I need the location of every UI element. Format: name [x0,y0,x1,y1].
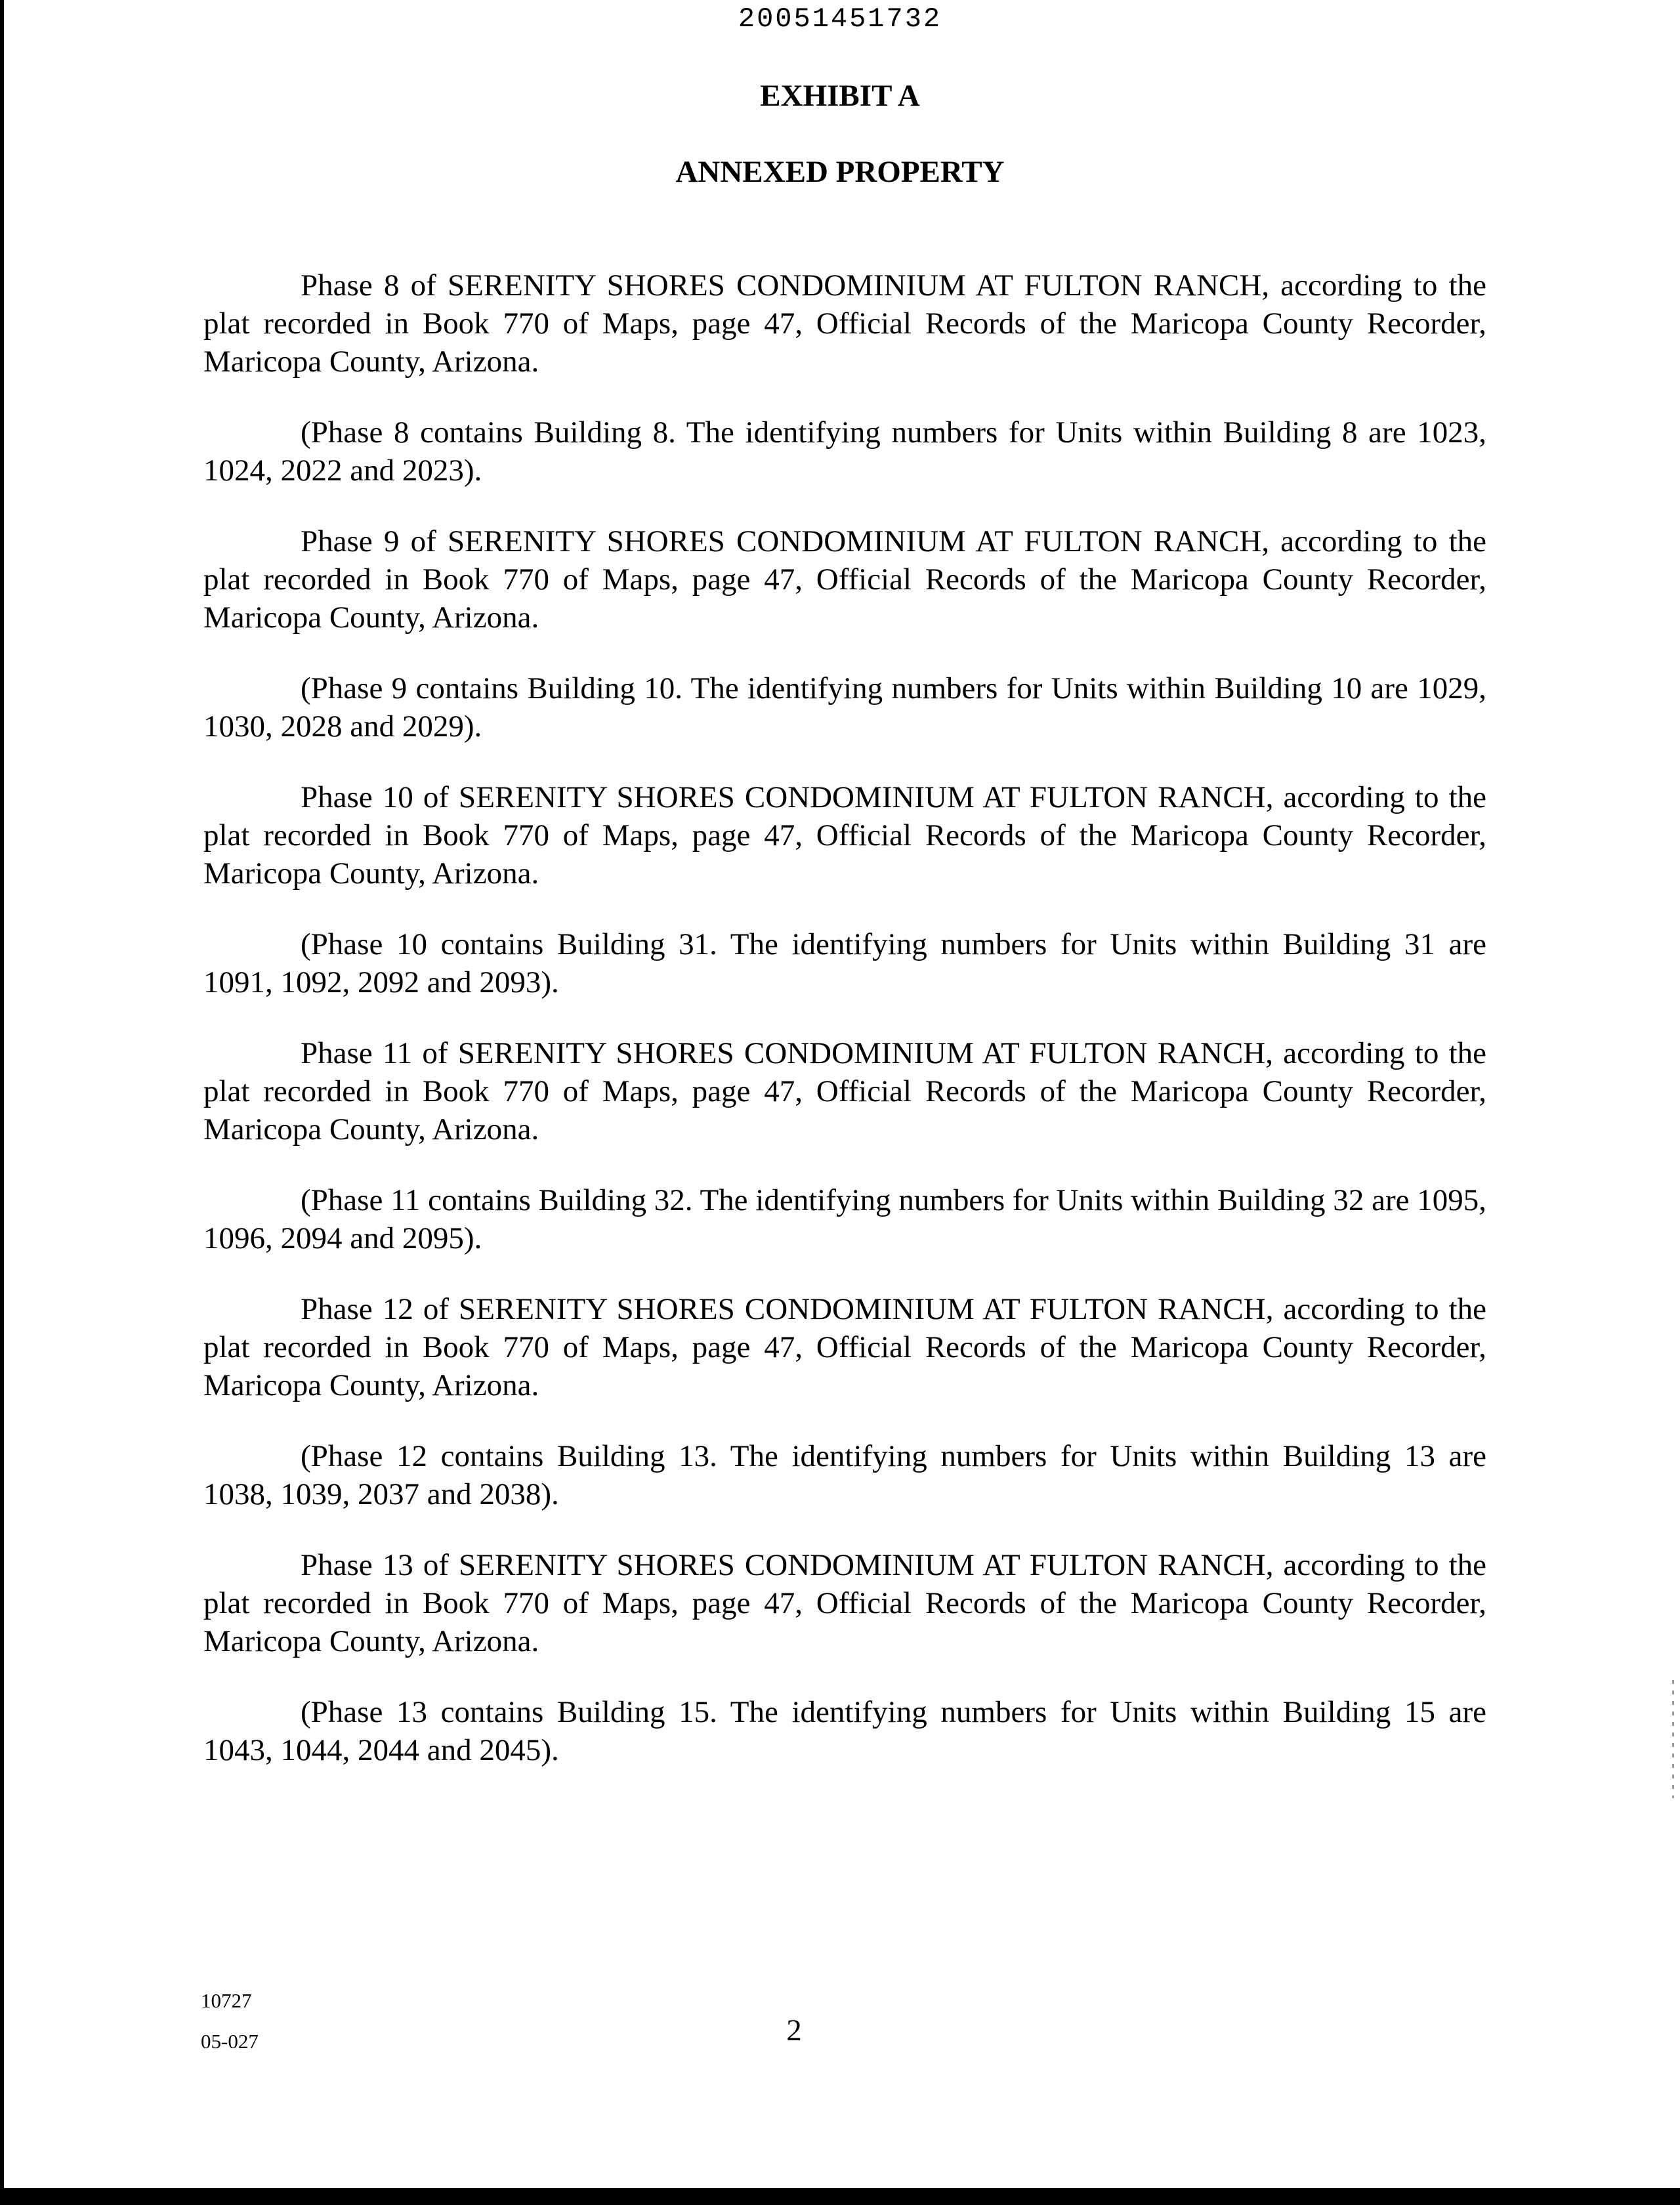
phase-13-units-note: (Phase 13 contains Building 15. The identifying numbers for Units within Building 15 are 1043, 1044, 2044 and 2045). [203,1695,1486,1767]
document-body [203,266,1486,1802]
phase-10-description: Phase 10 of SERENITY SHORES CONDOMINIUM AT FULTON RANCH, according to the plat recorded in Book 770 of Maps, page 47, Official Records of the Maricopa County Recorder, Maricopa County, Arizona. [203,780,1486,891]
scan-bottom-border [0,2188,1680,2205]
footer-code-2: 05-027 [201,2030,259,2053]
scan-left-border [0,0,4,2189]
phase-12-units-note: (Phase 12 contains Building 13. The identifying numbers for Units within Building 13 are 1038, 1039, 2037 and 2038). [203,1439,1486,1511]
phase-9-description: Phase 9 of SERENITY SHORES CONDOMINIUM AT FULTON RANCH, according to the plat recorded in Book 770 of Maps, page 47, Official Records of the Maricopa County Recorder, Maricopa County, Arizona. [203,524,1486,635]
footer-code-1: 10727 [201,1989,252,2012]
phase-10-units-note: (Phase 10 contains Building 31. The identifying numbers for Units within Building 31 are 1091, 1092, 2092 and 2093). [203,927,1486,999]
page-number: 2 [786,2013,802,2048]
scan-edge-marks [1672,1680,1674,1798]
phase-13-description: Phase 13 of SERENITY SHORES CONDOMINIUM AT FULTON RANCH, according to the plat recorded in Book 770 of Maps, page 47, Official Records of the Maricopa County Recorder, Maricopa County, Arizona. [203,1548,1486,1658]
exhibit-subtitle: ANNEXED PROPERTY [675,155,1005,189]
recording-number: 20051451732 [738,3,942,35]
phase-12-description: Phase 12 of SERENITY SHORES CONDOMINIUM AT FULTON RANCH, according to the plat recorded in Book 770 of Maps, page 47, Official Records of the Maricopa County Recorder, Maricopa County, Arizona. [203,1292,1486,1402]
phase-11-description: Phase 11 of SERENITY SHORES CONDOMINIUM AT FULTON RANCH, according to the plat recorded in Book 770 of Maps, page 47, Official Records of the Maricopa County Recorder, Maricopa County, Arizona. [203,1036,1486,1146]
phase-8-description: Phase 8 of SERENITY SHORES CONDOMINIUM AT FULTON RANCH, according to the plat recorded in Book 770 of Maps, page 47, Official Records of the Maricopa County Recorder, Maricopa County, Arizona. [203,268,1486,379]
phase-8-units-note: (Phase 8 contains Building 8. The identifying numbers for Units within Building 8 are 1023, 1024, 2022 and 2023). [203,415,1486,488]
phase-9-units-note: (Phase 9 contains Building 10. The identifying numbers for Units within Building 10 are 1029, 1030, 2028 and 2029). [203,671,1486,744]
phase-11-units-note: (Phase 11 contains Building 32. The identifying numbers for Units within Building 32 are 1095, 1096, 2094 and 2095). [203,1183,1486,1255]
exhibit-title: EXHIBIT A [760,79,920,113]
